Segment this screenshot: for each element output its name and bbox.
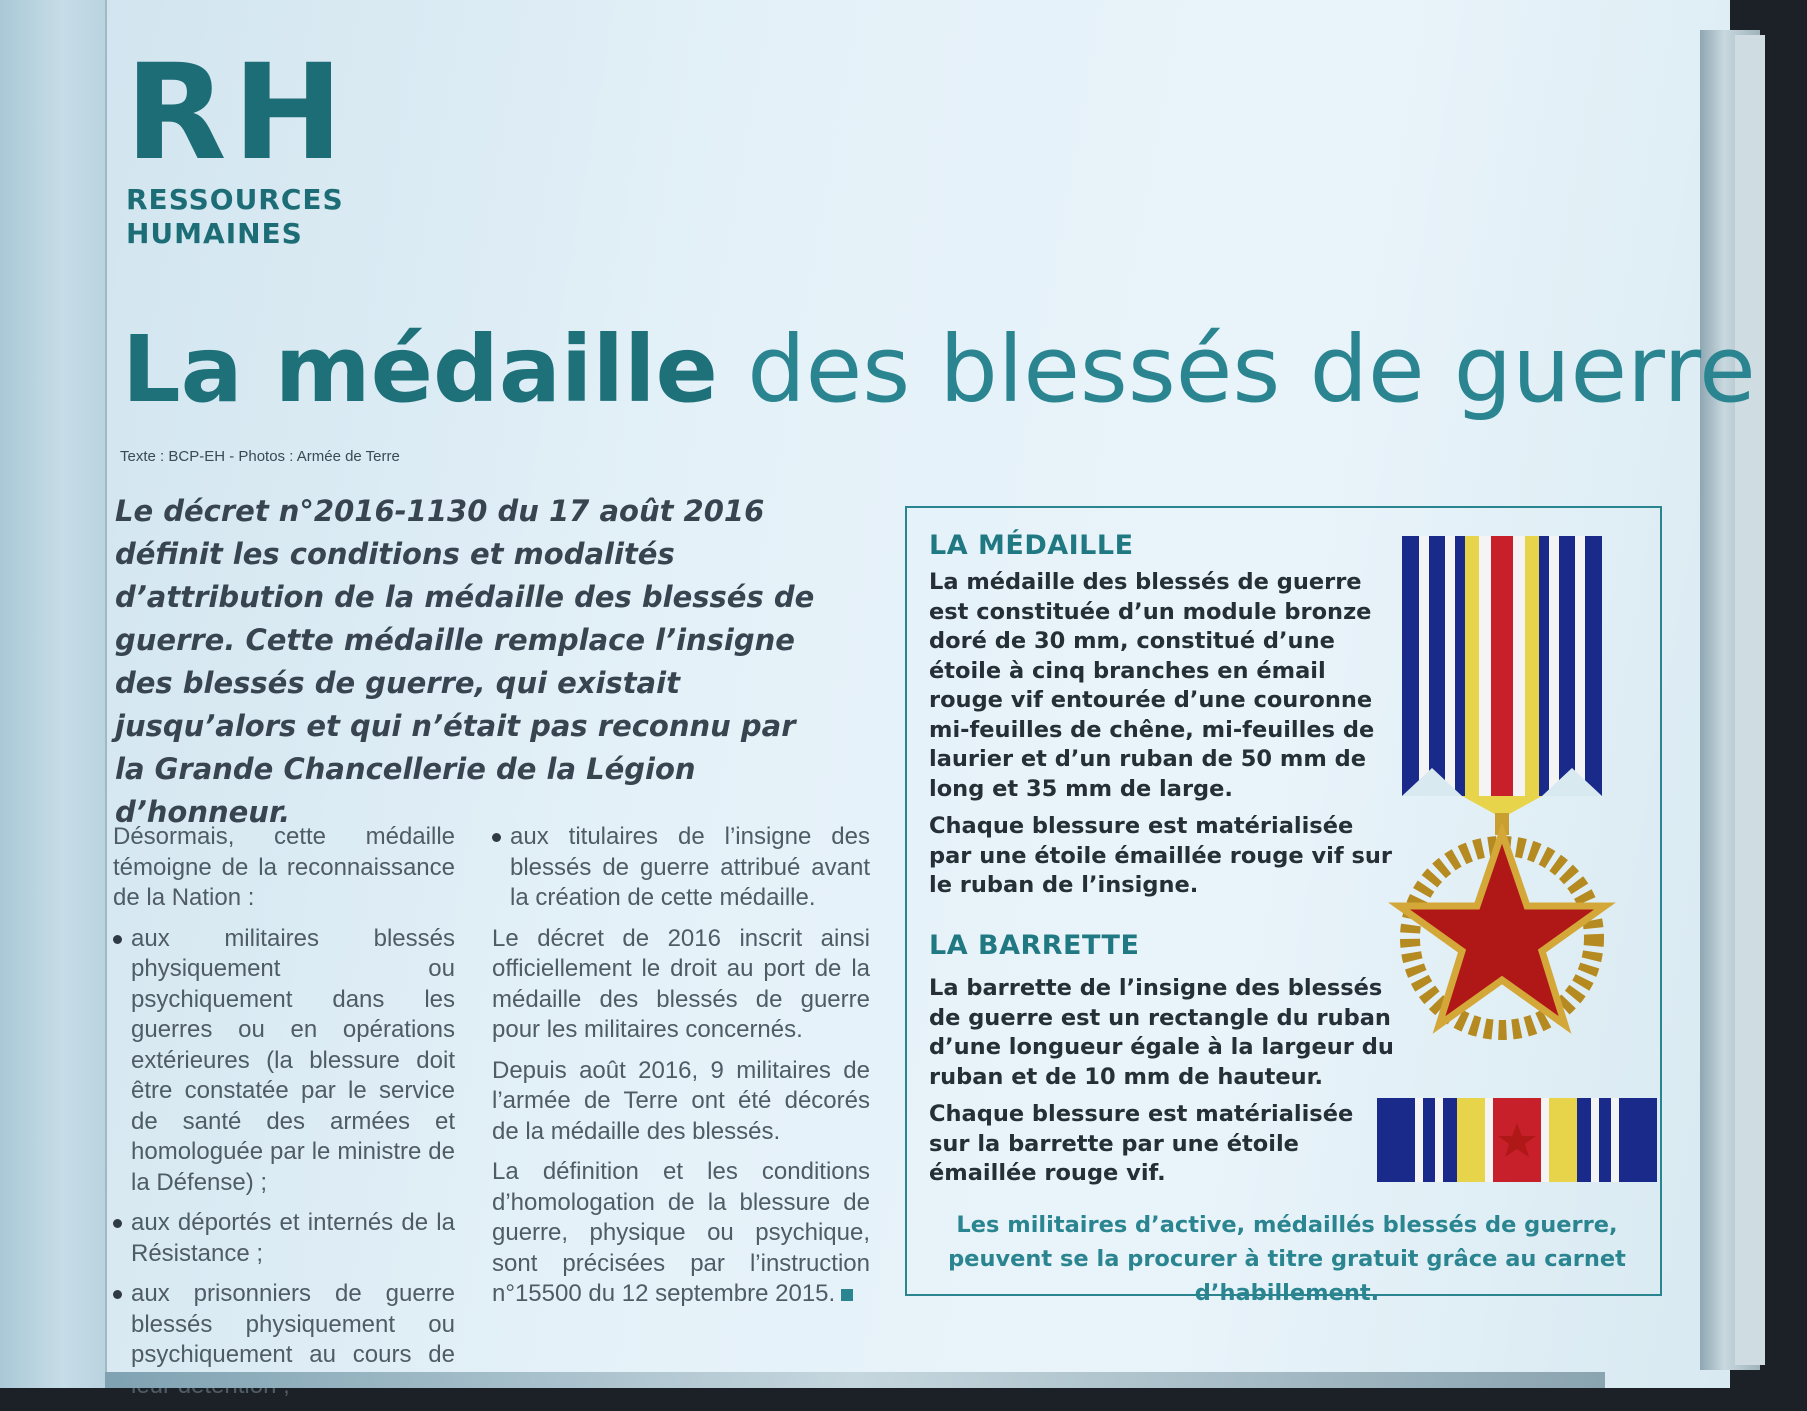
list-item: aux prisonniers de guerre blessés physiquement ou psychiquement au cours de — [113, 1279, 455, 1401]
logo-line2: HUMAINES — [126, 217, 303, 250]
page-edge-inner — [1735, 35, 1765, 1365]
medal-image — [1387, 528, 1617, 1048]
barrette-heading: LA BARRETTE — [929, 930, 1140, 961]
col2-paragraph-text: La définition et les conditions d’homologation de la blessure de guerre, physique ou psychique, sont précisées par l’instruction n°15500 du 12 septembre 2015. — [492, 1158, 870, 1307]
rh-logo — [125, 50, 355, 170]
list-item: aux déportés et internés de la Résistance ; — [113, 1208, 455, 1269]
text-column-1 — [113, 822, 455, 1411]
logo-line1: RESSOURCES — [126, 183, 344, 216]
medaille-text-2: Chaque blessure est matérialisée par une étoile émaillée rouge vif sur le ruban de l’insigne. — [929, 813, 1392, 898]
medal-ribbon — [1402, 536, 1602, 818]
barrette-text-1: La barrette de l’insigne des blessés de guerre est un rectangle du ruban d’une longueur égale à la largeur du ruban et de 10 mm de hauteur. — [929, 975, 1394, 1090]
end-mark-icon — [841, 1289, 853, 1301]
text-column-2 — [492, 822, 870, 1320]
medaille-heading: LA MÉDAILLE — [929, 530, 1134, 561]
rh-logo-letters: RH — [125, 50, 350, 170]
box-footer-note: Les militaires d’active, médaillés blessés de guerre, peuvent se la procurer à titre gratuit grâce au carnet d’habillement. — [948, 1212, 1626, 1306]
page-title — [122, 316, 1756, 423]
col2-paragraph: Le décret de 2016 inscrit ainsi officiellement le droit au port de la médaille des blessés de guerre pour les militaires concernés. — [492, 924, 870, 1043]
title-bold: La médaille — [122, 316, 718, 423]
next-page-strip — [105, 1372, 1605, 1388]
photo-credit: Texte : BCP-EH - Photos : Armée de Terre — [120, 448, 400, 465]
barrette-text-2: Chaque blessure est matérialisée sur la barrette par une étoile émaillée rouge vif. — [929, 1101, 1354, 1186]
title-light: des blessés de guerre — [747, 316, 1756, 423]
list-item: aux militaires blessés physiquement ou psychiquement dans les guerres ou en opérations extérieures (la blessure doit être constatée par le service de santé des armées et homologuée par le ministre de la Défense) ; — [113, 924, 455, 1199]
col2-paragraph — [492, 1157, 870, 1310]
list-item: aux titulaires de l’insigne des blessés de guerre attribué avant la création de cette médaille. — [492, 822, 870, 914]
intro-paragraph: Le décret n°2016-1130 du 17 août 2016 définit les conditions et modalités d’attribution de la médaille des blessés de guerre. Cette médaille remplace l’insigne des blessés de guerre, qui existait jusqu’alors et qui n’était pas reconnu par la Grande Chancellerie de la Légion d’honneur. — [115, 494, 815, 829]
medaille-text-1: La médaille des blessés de guerre est constituée d’un module bronze doré de 30 mm, constitué d’une étoile à cinq branches en émail rouge vif entourée d’une couronne mi-feuilles de chêne, mi-feuilles de laurier et d’un ruban de 50 mm de long et 35 mm de large. — [929, 569, 1375, 802]
col2-paragraph: Depuis août 2016, 9 militaires de l’armée de Terre ont été décorés de la médaille des blessés. — [492, 1056, 870, 1145]
page-spine — [0, 0, 107, 1388]
info-box — [905, 506, 1662, 1306]
barrette-image — [1377, 1098, 1657, 1182]
col1-lead: Désormais, cette médaille témoigne de la reconnaissance de la Nation : — [113, 823, 455, 911]
